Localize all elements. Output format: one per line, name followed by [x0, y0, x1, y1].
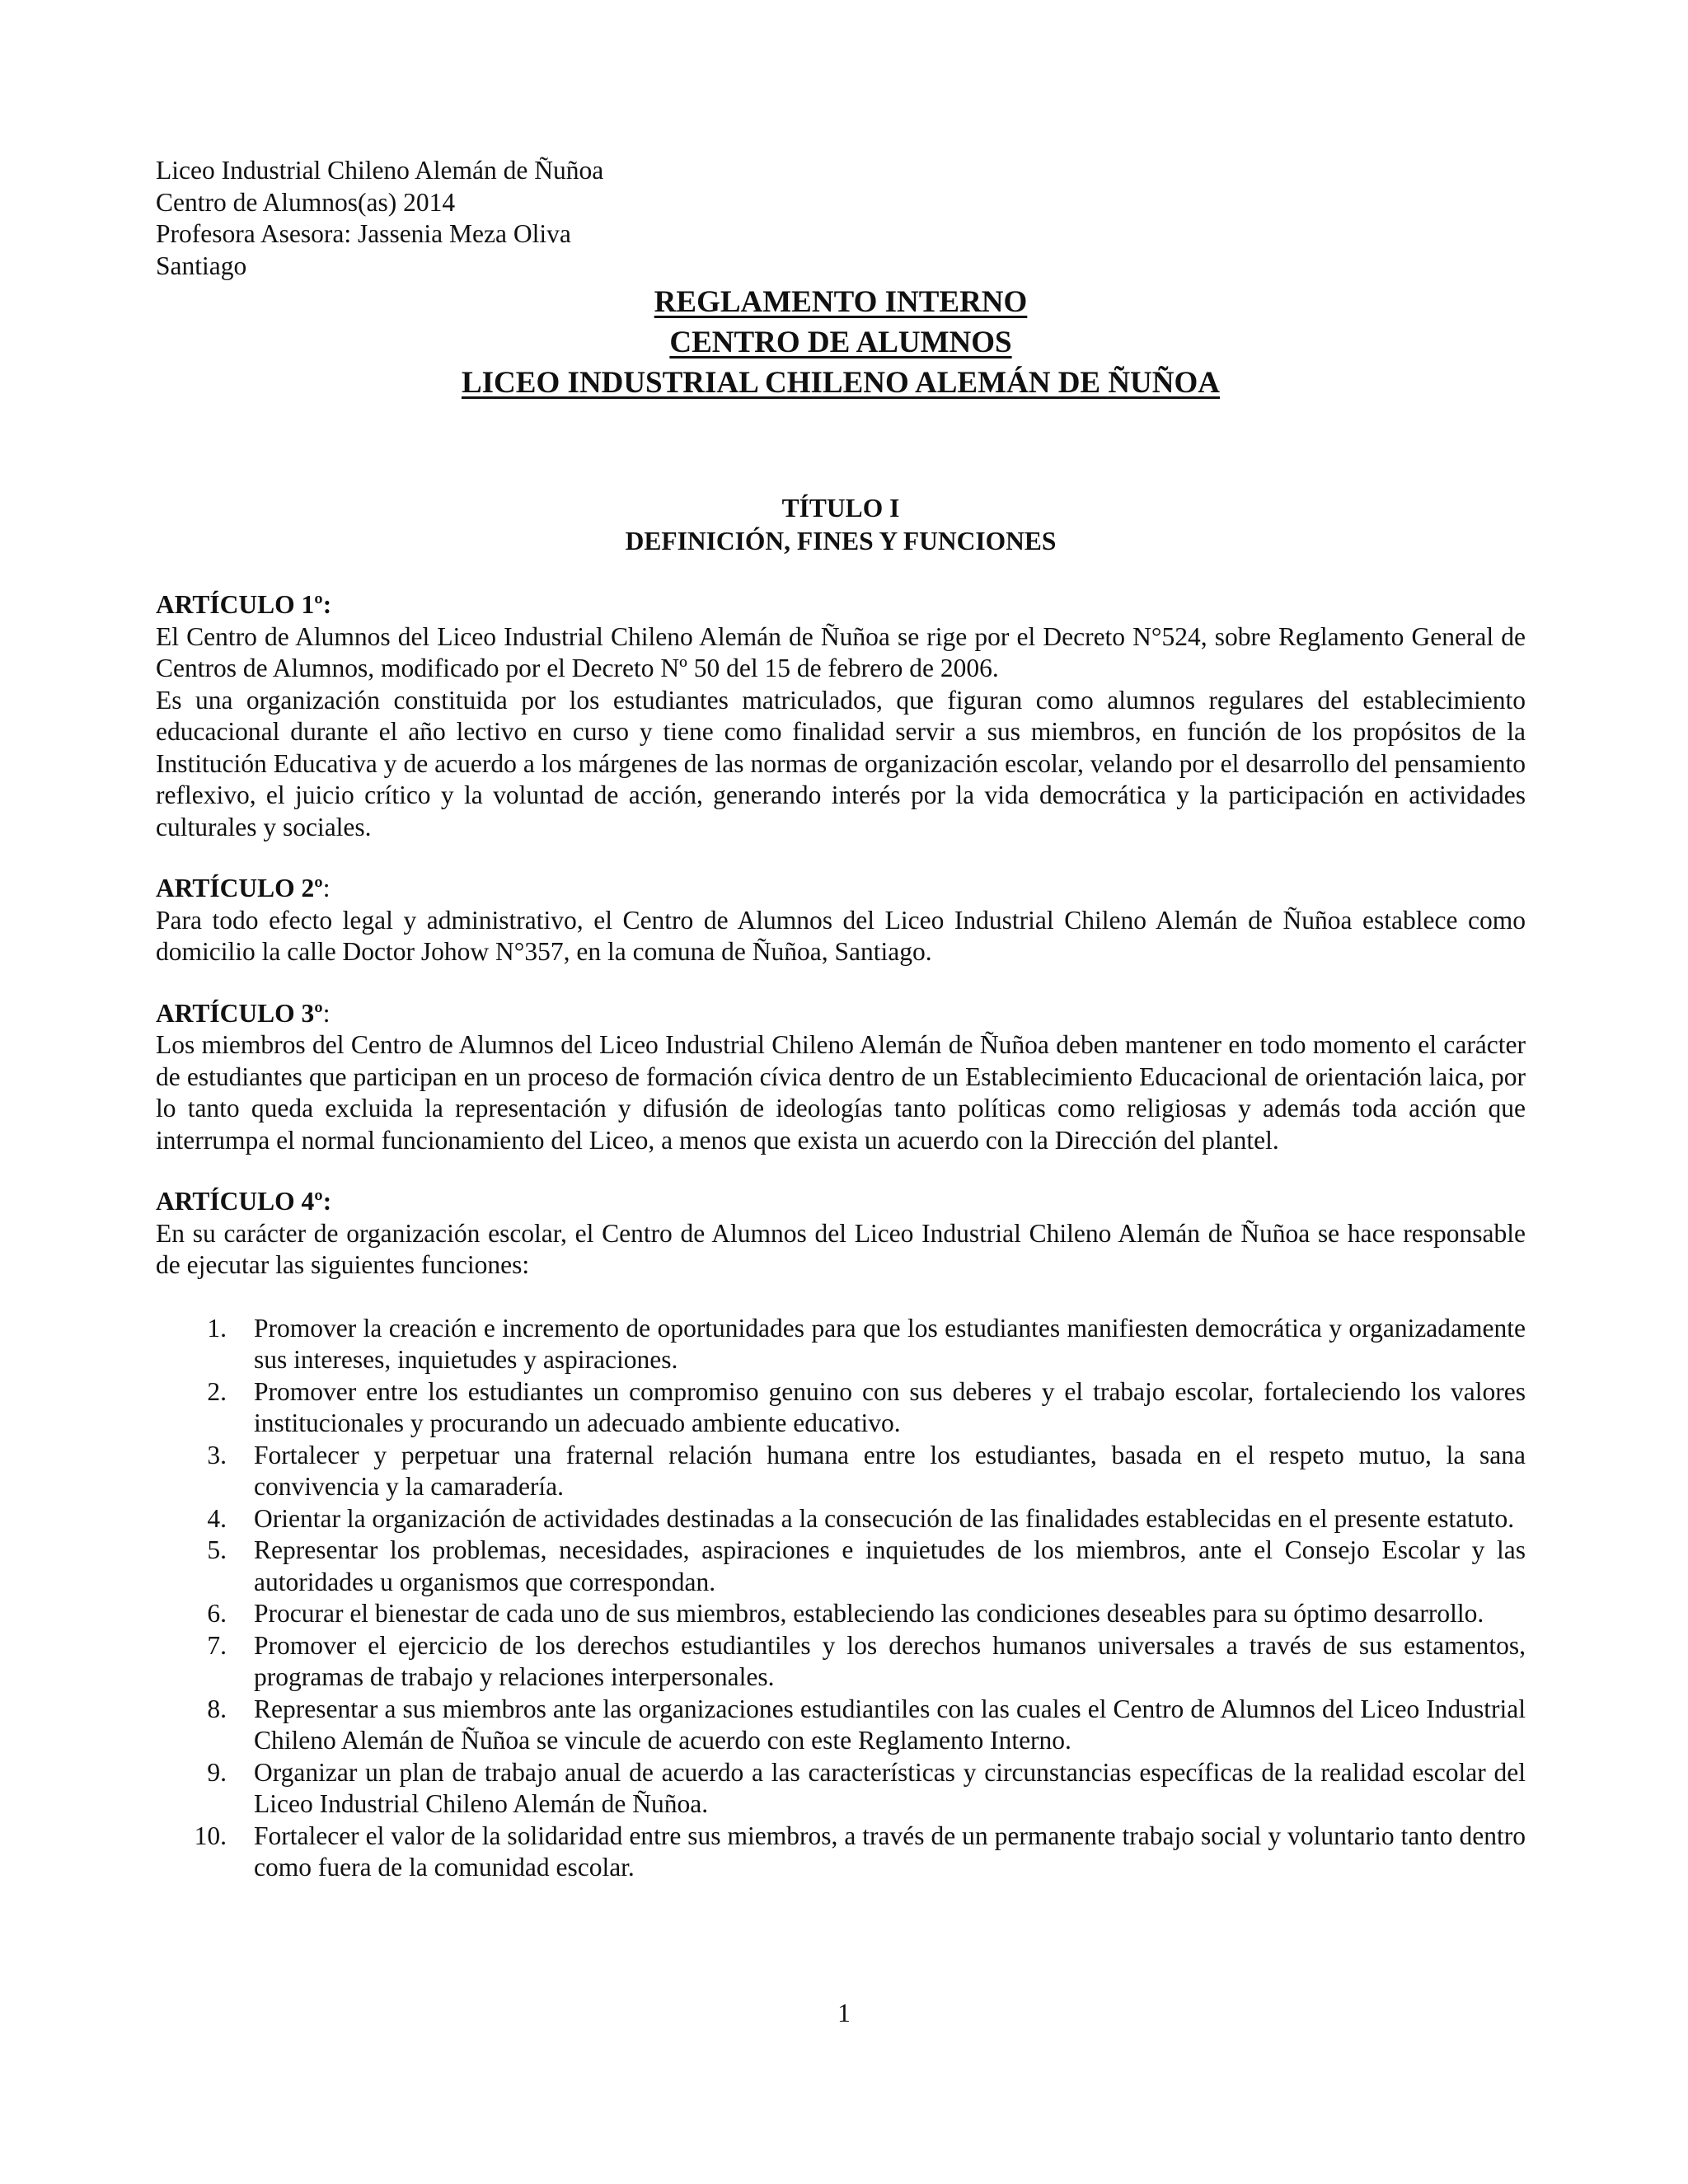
list-item: 10. Fortalecer el valor de la solidaridad entre sus miembros, a través de un permanente trabajo social y voluntario tanto dentro como fuera de la comunidad escolar. — [194, 1821, 1526, 1882]
document-page — [156, 155, 1526, 1884]
article-paragraph: En su carácter de organización escolar, el Centro de Alumnos del Liceo Industrial Chileno Alemán de Ñuñoa se hace responsable de ejecutar las siguientes funciones: — [156, 1218, 1526, 1279]
list-item: 4. Orientar la organización de actividades destinadas a la consecución de las finalidades establecidas en el presente estatuto. — [207, 1503, 1515, 1533]
article-paragraph: Es una organización constituida por los estudiantes matriculados, que figuran como alumnos regulares del establecimiento educacional durante el año lectivo en curso y tiene como finalidad servir a sus miembros, en función de los propósitos de la Institución Educativa y de acuerdo a los márgenes de las normas de organización escolar, velando por el desarrollo del pensamiento reflexivo, el juicio crítico y la voluntad de acción, generando interés por la vida democrática y la participación en actividades culturales y sociales. — [156, 685, 1526, 841]
article-3 — [156, 998, 1526, 1157]
title-line-1: REGLAMENTO INTERNO — [654, 285, 1028, 319]
list-item: 8. Representar a sus miembros ante las organizaciones estudiantiles con las cuales el Centro de Alumnos del Liceo Industrial Chileno Alemán de Ñuñoa se vincule de acuerdo con este Reglamento Interno. — [207, 1694, 1526, 1755]
title-line-2: CENTRO DE ALUMNOS — [669, 326, 1012, 359]
section-heading — [156, 492, 1526, 558]
article-paragraph: El Centro de Alumnos del Liceo Industrial Chileno Alemán de Ñuñoa se rige por el Decreto N°524, sobre Reglamento General de Centros de Alumnos, modificado por el Decreto Nº 50 del 15 de febrero de 2006. — [156, 621, 1526, 682]
article-paragraph: Para todo efecto legal y administrativo, el Centro de Alumnos del Liceo Industrial Chileno Alemán de Ñuñoa establece como domicilio la calle Doctor Johow N°357, en la comuna de Ñuñoa, Santiago. — [156, 905, 1526, 966]
student-center-year: Centro de Alumnos(as) 2014 — [156, 187, 456, 217]
article-heading: ARTÍCULO 4º: — [156, 1187, 332, 1216]
article-heading: ARTÍCULO 2º: — [156, 874, 331, 902]
list-item: 2. Promover entre los estudiantes un compromiso genuino con sus deberes y el trabajo escolar, fortaleciendo los valores institucionales y procurando un adecuado ambiente educativo. — [207, 1376, 1526, 1437]
section-title: TÍTULO I — [781, 494, 900, 523]
list-item: 1. Promover la creación e incremento de oportunidades para que los estudiantes manifiesten democrática y organizadamente sus intereses, inquietudes y aspiraciones. — [207, 1313, 1526, 1374]
advisor-name: Profesora Asesora: Jassenia Meza Oliva — [156, 219, 571, 248]
document-title — [156, 282, 1526, 403]
school-name: Liceo Industrial Chileno Alemán de Ñuñoa — [156, 156, 604, 185]
article-heading: ARTÍCULO 1º: — [156, 590, 332, 619]
section-subtitle: DEFINICIÓN, FINES Y FUNCIONES — [625, 527, 1057, 555]
list-item: 3. Fortalecer y perpetuar una fraternal relación humana entre los estudiantes, basada en el respeto mutuo, la sana convivencia y la camaradería. — [207, 1440, 1526, 1501]
functions-list — [156, 1313, 1526, 1884]
document-header — [156, 155, 1526, 282]
city: Santiago — [156, 251, 247, 280]
list-item: 5. Representar los problemas, necesidades, aspiraciones e inquietudes de los miembros, ante el Consejo Escolar y las autoridades u organismos que correspondan. — [207, 1535, 1526, 1596]
list-item: 6. Procurar el bienestar de cada uno de sus miembros, estableciendo las condiciones deseables para su óptimo desarrollo. — [207, 1599, 1484, 1628]
page-number: 1 — [837, 1999, 851, 2027]
article-1 — [156, 589, 1526, 843]
article-heading: ARTÍCULO 3º: — [156, 998, 331, 1028]
article-2 — [156, 873, 1526, 968]
article-4 — [156, 1186, 1526, 1884]
title-line-3: LICEO INDUSTRIAL CHILENO ALEMÁN DE ÑUÑOA — [461, 366, 1220, 400]
list-item: 7. Promover el ejercicio de los derechos estudiantiles y los derechos humanos universales a través de sus estamentos, programas de trabajo y relaciones interpersonales. — [207, 1630, 1526, 1691]
article-paragraph: Los miembros del Centro de Alumnos del Liceo Industrial Chileno Alemán de Ñuñoa deben mantener en todo momento el carácter de estudiantes que participan en un proceso de formación cívica dentro de un Establecimiento Educacional de orientación laica, por lo tanto queda excluida la representación y difusión de ideologías tanto políticas como religiosas y además toda acción que interrumpa el normal funcionamiento del Liceo, a menos que exista un acuerdo con la Dirección del plantel. — [156, 1030, 1526, 1155]
list-item: 9. Organizar un plan de trabajo anual de acuerdo a las características y circunstancias específicas de la realidad escolar del Liceo Industrial Chileno Alemán de Ñuñoa. — [207, 1757, 1526, 1818]
